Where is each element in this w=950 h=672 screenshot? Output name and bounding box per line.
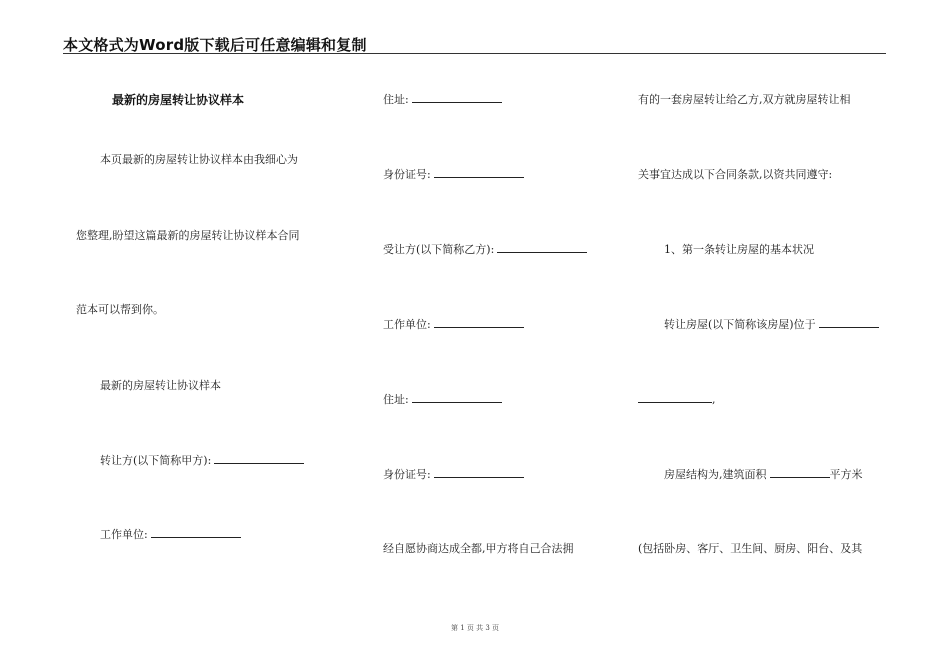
transferee-address-blank bbox=[412, 393, 502, 403]
intro-line-1: 本页最新的房屋转让协议样本由我细心为 bbox=[100, 153, 298, 166]
transferor-address-blank bbox=[412, 93, 502, 103]
transferor-id-blank bbox=[434, 168, 524, 178]
intro-line-2: 您整理,盼望这篇最新的房屋转让协议样本合同 bbox=[76, 229, 300, 242]
transferor-address-label: 住址: bbox=[383, 93, 409, 106]
transferee-address-field bbox=[383, 393, 502, 407]
transferee-work-unit-blank bbox=[434, 318, 524, 328]
transferor-blank bbox=[214, 454, 304, 464]
column-1 bbox=[76, 0, 326, 672]
building-area-unit: 平方米 bbox=[829, 468, 863, 481]
building-area-field bbox=[638, 468, 863, 482]
transferor-work-unit-blank bbox=[151, 528, 241, 538]
rooms-line: (包括卧房、客厅、卫生间、厨房、阳台、及其 bbox=[638, 542, 863, 555]
transferor-id-label: 身份证号: bbox=[383, 168, 431, 181]
transferee-address-label: 住址: bbox=[383, 393, 409, 406]
building-area-blank bbox=[770, 468, 830, 478]
column-3 bbox=[638, 0, 890, 672]
document-title: 最新的房屋转让协议样本 bbox=[112, 93, 245, 107]
property-location-field bbox=[638, 318, 879, 332]
transferee-work-unit-label: 工作单位: bbox=[383, 318, 431, 331]
clause-line-1: 有的一套房屋转让给乙方,双方就房屋转让相 bbox=[638, 93, 851, 106]
transferor-address-field bbox=[383, 93, 502, 107]
transferor-label: 转让方(以下简称甲方): bbox=[100, 454, 212, 467]
property-location-comma: , bbox=[712, 393, 716, 406]
transferor-work-unit-field bbox=[76, 528, 241, 542]
transferor-work-unit-label: 工作单位: bbox=[100, 528, 148, 541]
transferee-work-unit-field bbox=[383, 318, 524, 332]
intro-line-3: 范本可以帮到你。 bbox=[76, 303, 164, 316]
transferee-id-blank bbox=[434, 468, 524, 478]
building-area-label: 房屋结构为,建筑面积 bbox=[664, 468, 767, 481]
transferee-field bbox=[383, 243, 587, 257]
property-location-blank-2 bbox=[638, 393, 712, 403]
property-location-continuation bbox=[638, 393, 716, 407]
transferee-label: 受让方(以下简称乙方): bbox=[383, 243, 495, 256]
transferee-blank bbox=[497, 243, 587, 253]
property-location-label: 转让房屋(以下简称该房屋)位于 bbox=[664, 318, 816, 331]
column-2 bbox=[383, 0, 623, 672]
page-footer: 第 1 页 共 3 页 bbox=[450, 624, 500, 632]
transferor-id-field bbox=[383, 168, 524, 182]
section-heading: 1、第一条转让房屋的基本状况 bbox=[664, 243, 814, 256]
property-location-blank bbox=[819, 318, 879, 328]
transferee-id-field bbox=[383, 468, 524, 482]
clause-line-2: 关事宜达成以下合同条款,以资共同遵守: bbox=[638, 168, 833, 181]
subtitle-line: 最新的房屋转让协议样本 bbox=[100, 379, 221, 392]
transferor-field bbox=[76, 454, 304, 468]
header-title: 本文格式为Word版下载后可任意编辑和复制 bbox=[63, 36, 367, 54]
transferee-id-label: 身份证号: bbox=[383, 468, 431, 481]
agreement-line: 经自愿协商达成全都,甲方将自己合法拥 bbox=[383, 542, 574, 555]
